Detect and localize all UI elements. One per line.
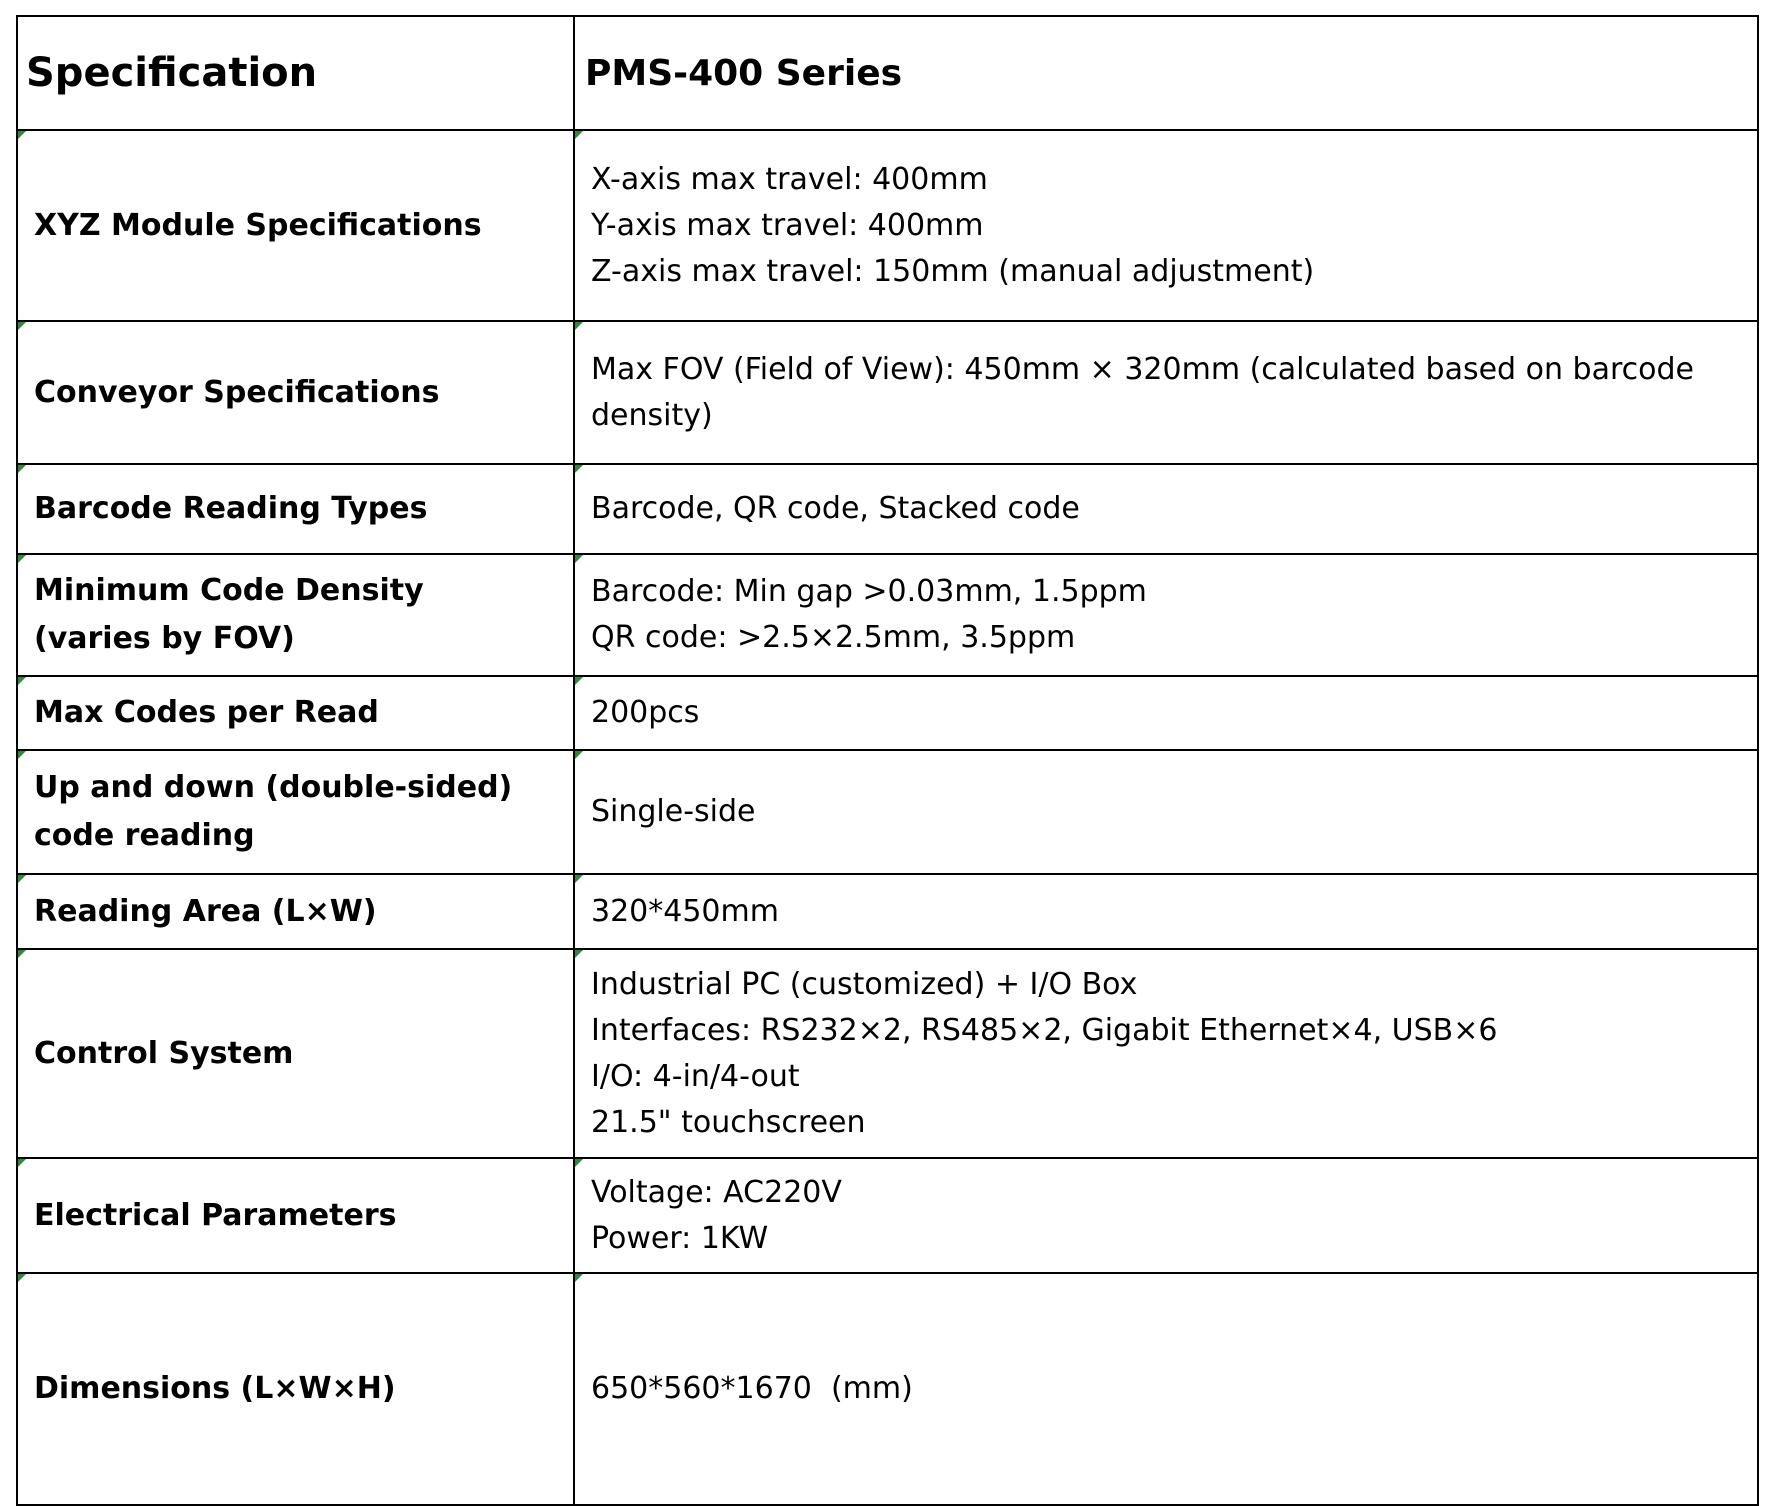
header-specification: Specification	[17, 16, 574, 130]
table-row	[17, 464, 1758, 554]
table-row	[17, 1158, 1758, 1273]
value-line: 650*560*1670 (mm)	[591, 1371, 913, 1406]
value-line: Power: 1KW	[591, 1220, 769, 1256]
table-row	[17, 554, 1758, 676]
value-line: Single-side	[591, 794, 756, 829]
label-line: Minimum Code Density	[34, 573, 424, 608]
value-line: Y-axis max travel: 400mm	[591, 207, 984, 243]
label-line: (varies by FOV)	[34, 621, 295, 656]
value-line: Max FOV (Field of View): 450mm × 320mm (calculated based on barcode density)	[591, 351, 1694, 433]
table-row	[17, 321, 1758, 464]
table-row	[17, 130, 1758, 321]
value-line: Interfaces: RS232×2, RS485×2, Gigabit Ethernet×4, USB×6	[591, 1012, 1498, 1048]
row-value	[574, 464, 1758, 554]
row-value	[574, 321, 1758, 464]
spec-sheet	[16, 15, 1757, 1506]
table-row	[17, 949, 1758, 1158]
row-label: XYZ Module Specifications	[17, 130, 574, 321]
value-line: QR code: >2.5×2.5mm, 3.5ppm	[591, 620, 1076, 655]
table-header-row	[17, 16, 1758, 130]
row-label: Reading Area (L×W)	[17, 874, 574, 949]
value-line: Barcode: Min gap >0.03mm, 1.5ppm	[591, 574, 1147, 609]
row-label: Dimensions (L×W×H)	[17, 1273, 574, 1505]
row-label	[17, 554, 574, 676]
table-row	[17, 874, 1758, 949]
specification-table	[16, 15, 1759, 1506]
table-row	[17, 676, 1758, 750]
table-row	[17, 750, 1758, 874]
label-line: Up and down (double-sided)	[34, 770, 513, 805]
row-value	[574, 676, 1758, 750]
row-label	[17, 750, 574, 874]
value-line: I/O: 4-in/4-out	[591, 1058, 800, 1094]
value-line: 320*450mm	[591, 893, 779, 929]
row-value	[574, 750, 1758, 874]
row-label: Control System	[17, 949, 574, 1158]
value-line: Industrial PC (customized) + I/O Box	[591, 966, 1138, 1002]
value-line: Z-axis max travel: 150mm (manual adjustment)	[591, 253, 1315, 289]
row-value	[574, 1158, 1758, 1273]
table-row	[17, 1273, 1758, 1505]
row-value	[574, 554, 1758, 676]
value-line: X-axis max travel: 400mm	[591, 161, 988, 197]
value-line: 21.5" touchscreen	[591, 1104, 866, 1140]
label-line: code reading	[34, 818, 255, 853]
row-value	[574, 874, 1758, 949]
value-line: Barcode, QR code, Stacked code	[591, 491, 1080, 526]
row-value	[574, 1273, 1758, 1505]
value-line: Voltage: AC220V	[591, 1174, 842, 1210]
header-series: PMS-400 Series	[574, 16, 1758, 130]
row-label: Max Codes per Read	[17, 676, 574, 750]
row-label: Barcode Reading Types	[17, 464, 574, 554]
row-value	[574, 949, 1758, 1158]
value-line: 200pcs	[591, 695, 700, 730]
row-label: Electrical Parameters	[17, 1158, 574, 1273]
row-label: Conveyor Specifications	[17, 321, 574, 464]
row-value	[574, 130, 1758, 321]
